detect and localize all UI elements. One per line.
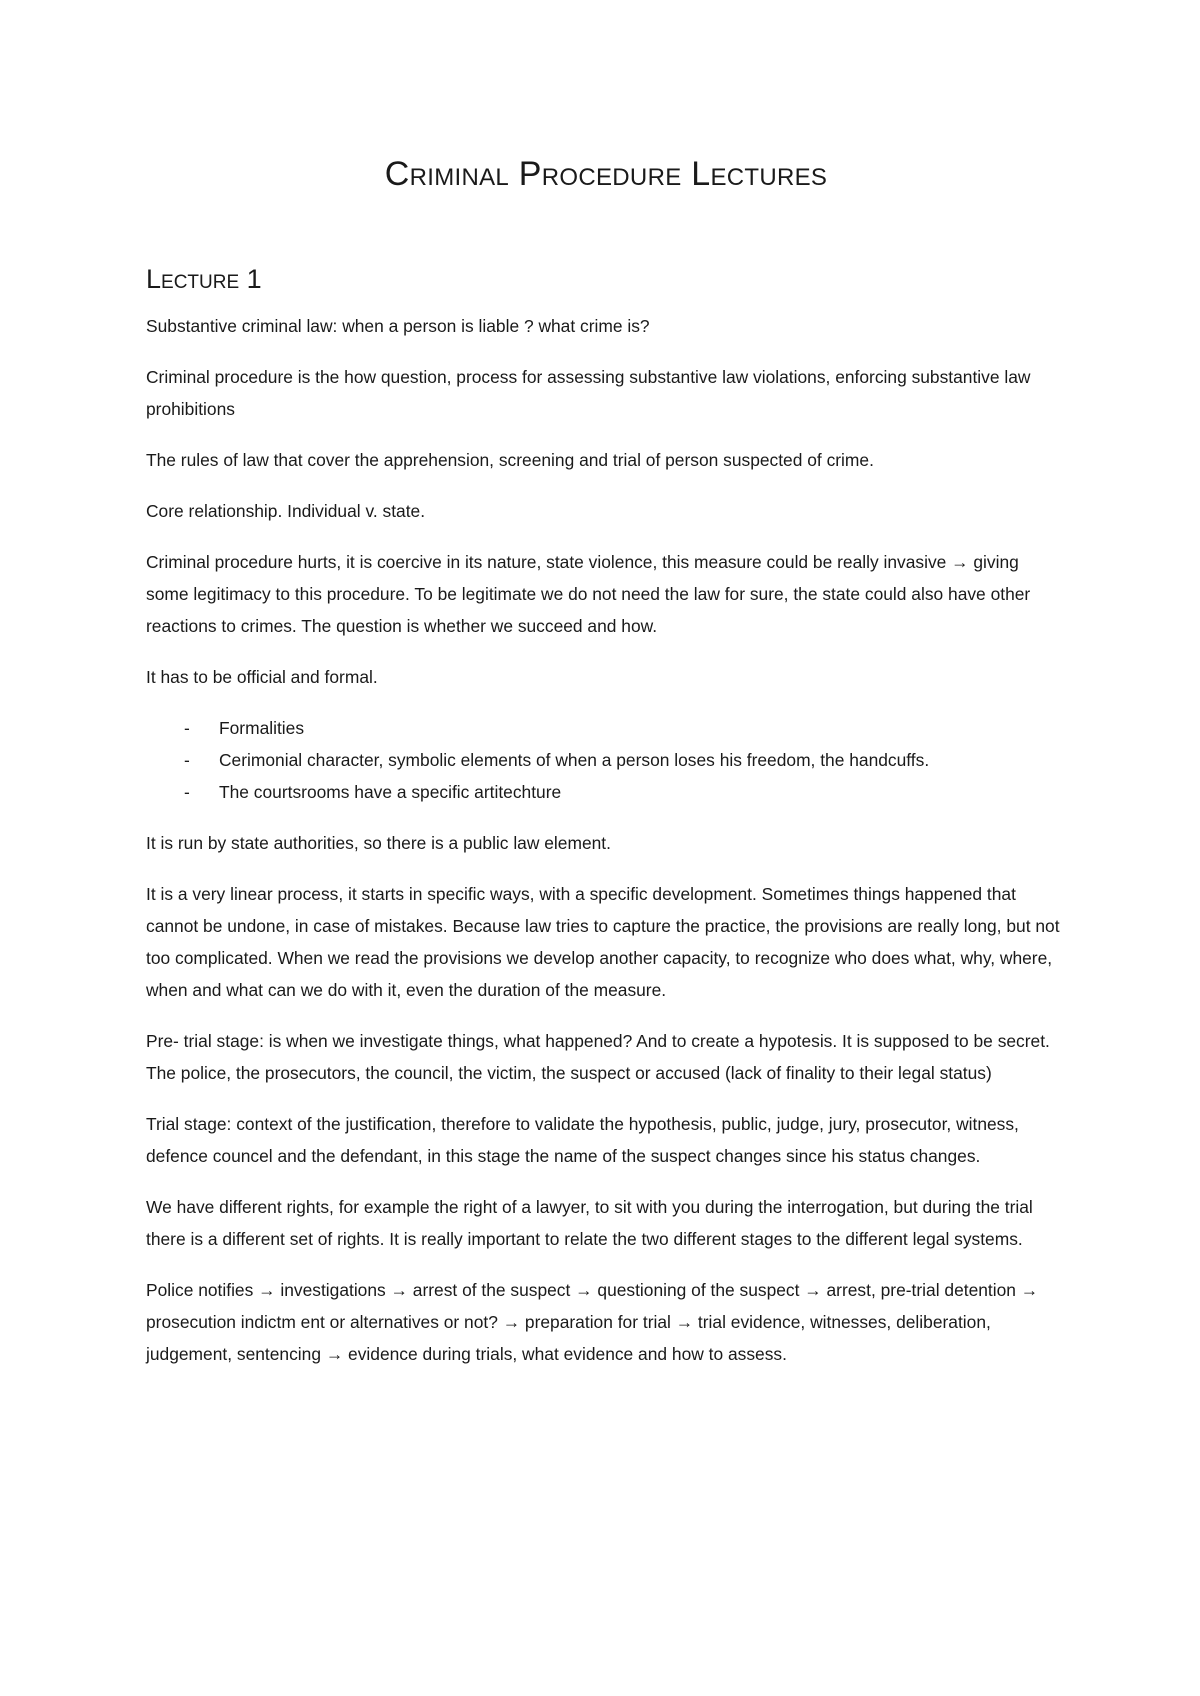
paragraph: Trial stage: context of the justification, therefore to validate the hypothesis, public, judge, jury, prosecutor, witness, defence councel and the defendant, in this stage the name of the suspect changes since his status changes. bbox=[146, 1114, 1019, 1166]
list-item-text: The courtsrooms have a specific artitechture bbox=[219, 782, 562, 802]
section-heading-lecture-1: Lecture 1 bbox=[146, 264, 262, 294]
list-item bbox=[146, 712, 1066, 744]
list-item bbox=[146, 744, 1066, 776]
paragraph: Criminal procedure is the how question, process for assessing substantive law violations, enforcing substantive law prohibitions bbox=[146, 367, 1031, 419]
list-item-text: Cerimonial character, symbolic elements of when a person loses his freedom, the handcuffs. bbox=[219, 750, 930, 770]
bullet-dash: - bbox=[184, 718, 190, 738]
document-body bbox=[146, 310, 1066, 1389]
paragraph: The rules of law that cover the apprehension, screening and trial of person suspected of crime. bbox=[146, 450, 874, 470]
bullet-dash: - bbox=[184, 750, 190, 770]
paragraph: It is run by state authorities, so there is a public law element. bbox=[146, 833, 611, 853]
paragraph: Core relationship. Individual v. state. bbox=[146, 501, 426, 521]
paragraph: It has to be official and formal. bbox=[146, 667, 378, 687]
list-item-text: Formalities bbox=[219, 718, 305, 738]
bullet-dash: - bbox=[184, 782, 190, 802]
paragraph: Criminal procedure hurts, it is coercive in its nature, state violence, this measure could be really invasive → giving some legitimacy to this procedure. To be legitimate we do not need the law for sure, the state could also have other reactions to crimes. The question is whether we succeed and how. bbox=[146, 552, 1031, 636]
paragraph: Pre- trial stage: is when we investigate things, what happened? And to create a hypotesis. It is supposed to be secret. The police, the prosecutors, the council, the victim, the suspect or accused (lack of finality to their legal status) bbox=[146, 1031, 1050, 1083]
paragraph: It is a very linear process, it starts in specific ways, with a specific development. Sometimes things happened that cannot be undone, in case of mistakes. Because law tries to capture the practice, the provisions are really long, but not too complicated. When we read the provisions we develop another capacity, to recognize who does what, why, where, when and what can we do with it, even the duration of the measure. bbox=[146, 884, 1060, 1000]
paragraph: We have different rights, for example the right of a lawyer, to sit with you during the interrogation, but during the trial there is a different set of rights. It is really important to relate the two different stages to the different legal systems. bbox=[146, 1197, 1033, 1249]
list-item bbox=[146, 776, 1066, 808]
bullet-list bbox=[146, 712, 1066, 808]
paragraph: Police notifies → investigations → arrest of the suspect → questioning of the suspect → arrest, pre-trial detention → prosecution indictm ent or alternatives or not? → preparation for trial → trial evidence, witnesses, deliberation, judgement, sentencing → evidence during trials, what evidence and how to assess. bbox=[146, 1280, 1039, 1364]
paragraph: Substantive criminal law: when a person is liable ? what crime is? bbox=[146, 316, 650, 336]
document-title: Criminal Procedure Lectures bbox=[384, 155, 828, 193]
